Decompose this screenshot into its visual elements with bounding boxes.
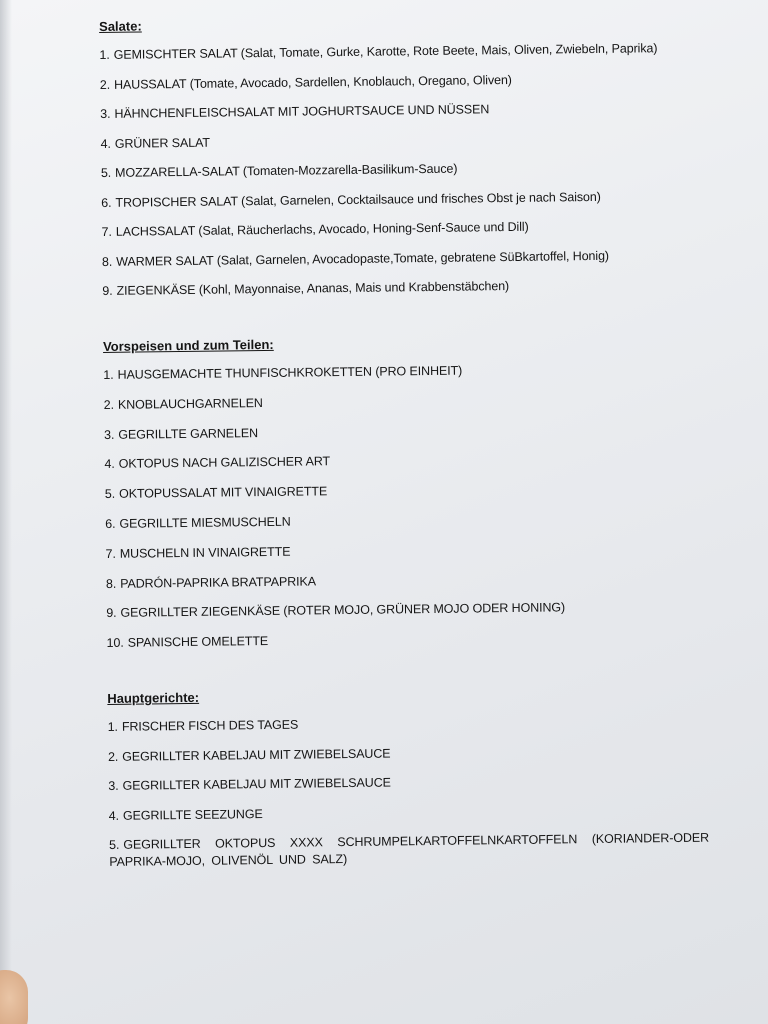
item-number: 10.: [106, 635, 124, 651]
item-number: 5.: [100, 165, 112, 180]
item-number: 4.: [104, 457, 115, 472]
item-number: 6.: [101, 195, 112, 210]
item-number: 4.: [100, 136, 111, 151]
item-number: 9.: [106, 606, 117, 621]
item-text: GEGRILLTE GARNELEN: [118, 425, 259, 442]
list-item: [105, 538, 705, 562]
item-number: 8.: [101, 254, 113, 269]
item-text: FRISCHER FISCH DES TAGES: [121, 717, 299, 734]
list-item: [102, 217, 702, 241]
list-item: [105, 509, 705, 533]
item-text: GEGRILLTER ZIEGENKÄSE (ROTER MOJO, GRÜNER MOJO ODER HONING): [120, 600, 566, 621]
item-text: WARMER SALAT (Salat, Garnelen, Avocadopaste,Tomate, gebratene SüBkartoffel, Honig): [116, 248, 610, 269]
list-item: [104, 449, 704, 473]
item-number: 1.: [107, 719, 118, 735]
item-text: ZIEGENKÄSE (Kohl, Mayonnaise, Ananas, Mais und Krabbenstäbchen): [116, 279, 510, 298]
list-item: [99, 40, 699, 64]
section-title: Vorspeisen und zum Teilen:: [102, 336, 274, 354]
item-number: 5.: [109, 837, 120, 853]
list-item: [104, 389, 704, 413]
item-number: 1.: [103, 367, 114, 382]
list-item: [101, 187, 701, 211]
list-item: [106, 568, 706, 592]
item-number: 9.: [102, 283, 113, 298]
list-item: [108, 771, 708, 795]
item-text: GEGRILLTE SEEZUNGE: [122, 806, 263, 823]
item-text: MUSCHELN IN VINAIGRETTE: [119, 544, 291, 561]
item-text: GEGRILLTER KABELJAU MIT ZWIEBELSAUCE: [122, 746, 391, 764]
item-number: 8.: [105, 576, 117, 591]
item-text: MOZZARELLA-SALAT (Tomaten-Mozzarella-Basilikum-Sauce): [115, 161, 458, 180]
item-number: 2.: [99, 77, 111, 92]
item-number: 3.: [104, 427, 115, 442]
list-item: [106, 598, 706, 622]
list-item: [108, 712, 708, 736]
section-title: Salate:: [99, 18, 142, 34]
item-text: HAUSSALAT (Tomate, Avocado, Sardellen, Knoblauch, Oregano, Oliven): [113, 72, 512, 92]
list-item: [104, 419, 704, 443]
section-title: Hauptgerichte:: [107, 690, 200, 707]
list-item: [109, 830, 709, 871]
item-text: GEMISCHTER SALAT (Salat, Tomate, Gurke, Karotte, Rote Beete, Mais, Oliven, Zwiebeln, Paprika): [113, 41, 658, 62]
list-item: [105, 479, 705, 503]
item-text: GEGRILLTER KABELJAU MIT ZWIEBELSAUCE: [122, 775, 391, 793]
list-item: [101, 158, 701, 182]
list-item: [102, 276, 702, 300]
menu-document: [99, 11, 710, 909]
item-number: 7.: [105, 546, 116, 561]
list-item: [107, 628, 707, 652]
section-vorspeisen: [103, 331, 707, 652]
item-number: 3.: [100, 106, 111, 121]
section-salate: [99, 11, 702, 300]
list-item: [100, 128, 700, 152]
item-number: 1.: [99, 47, 110, 62]
item-text: GEGRILLTE MIESMUSCHELN: [119, 514, 291, 531]
item-text: SPANISCHE OMELETTE: [127, 634, 269, 650]
item-text: KNOBLAUCHGARNELEN: [117, 395, 263, 412]
list-item: [108, 741, 708, 765]
item-number: 6.: [105, 516, 116, 531]
item-text: TROPISCHER SALAT (Salat, Garnelen, Cocktailsauce und frisches Obst je nach Saison): [115, 189, 601, 210]
item-text: HAUSGEMACHTE THUNFISCHKROKETTEN (PRO EINHEIT): [117, 363, 463, 382]
item-text: OKTOPUSSALAT MIT VINAIGRETTE: [118, 484, 328, 501]
list-item: [109, 800, 709, 824]
item-number: 2.: [107, 749, 119, 764]
item-number: 5.: [104, 487, 116, 502]
list-item: [102, 246, 702, 270]
list-item: [100, 69, 700, 93]
list-item: [103, 360, 703, 384]
item-number: 2.: [103, 397, 115, 412]
item-text: PADRÓN-PAPRIKA BRATPAPRIKA: [120, 573, 317, 591]
section-hauptgerichte: [107, 683, 709, 871]
list-item: [100, 99, 700, 123]
item-text: HÄHNCHENFLEISCHSALAT MIT JOGHURTSAUCE UND NÜSSEN: [114, 102, 490, 121]
item-text: GEGRILLTER OKTOPUS XXXX SCHRUMPELKARTOFFELNKARTOFFELN (KORIANDER-ODER PAPRIKA-MOJO, OLIVENÖL UND SALZ): [109, 830, 710, 870]
item-number: 4.: [108, 808, 120, 823]
item-number: 3.: [108, 778, 119, 794]
item-text: OKTOPUS NACH GALIZISCHER ART: [118, 454, 331, 472]
item-text: LACHSSALAT (Salat, Räucherlachs, Avocado, Honing-Senf-Sauce und Dill): [115, 219, 529, 239]
finger-thumb: [0, 970, 28, 1024]
item-text: GRÜNER SALAT: [114, 135, 210, 151]
item-number: 7.: [101, 224, 112, 239]
